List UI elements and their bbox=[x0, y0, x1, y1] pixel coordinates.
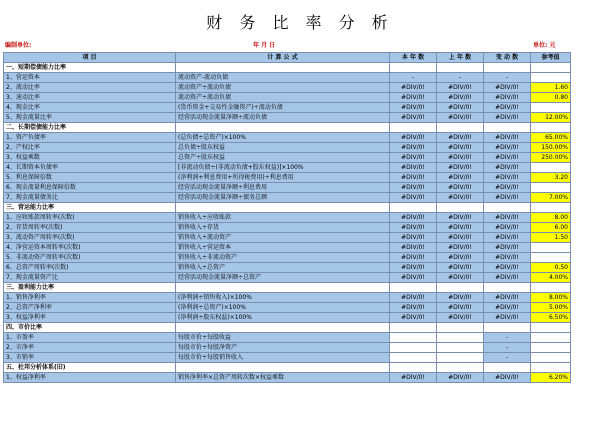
ratio-name-cell[interactable]: 7、现金流量债务比 bbox=[4, 193, 176, 203]
unit-label: 编制单位: bbox=[5, 42, 32, 49]
section-filler-cell bbox=[484, 363, 531, 373]
header-change: 变 动 数 bbox=[484, 53, 531, 63]
table-row bbox=[4, 263, 571, 273]
current-year-cell[interactable] bbox=[390, 353, 437, 363]
header-reference: 参考值 bbox=[531, 53, 571, 63]
section-filler-cell bbox=[484, 63, 531, 73]
change-cell[interactable]: - bbox=[484, 73, 531, 83]
section-title: 五、杜邦分析体系(旧) bbox=[4, 363, 176, 373]
section-row bbox=[4, 203, 571, 213]
section-filler-cell bbox=[531, 63, 571, 73]
section-filler-cell bbox=[437, 63, 484, 73]
section-title: 三、营运能力比率 bbox=[4, 203, 176, 213]
previous-year-cell[interactable]: #DIV/0! bbox=[437, 223, 484, 233]
table-row bbox=[4, 133, 571, 143]
reference-cell[interactable]: 250.00% bbox=[531, 153, 571, 163]
current-year-cell[interactable]: #DIV/0! bbox=[390, 133, 437, 143]
current-year-cell[interactable]: #DIV/0! bbox=[390, 293, 437, 303]
previous-year-cell[interactable]: #DIV/0! bbox=[437, 293, 484, 303]
formula-cell[interactable]: 经营活动现金流量净额÷总资产 bbox=[176, 273, 390, 283]
current-year-cell[interactable]: #DIV/0! bbox=[390, 153, 437, 163]
table-row bbox=[4, 253, 571, 263]
reference-cell[interactable]: 12.00% bbox=[531, 113, 571, 123]
section-row bbox=[4, 123, 571, 133]
current-year-cell[interactable]: #DIV/0! bbox=[390, 303, 437, 313]
current-year-cell[interactable]: #DIV/0! bbox=[390, 273, 437, 283]
section-row bbox=[4, 323, 571, 333]
change-cell[interactable]: #DIV/0! bbox=[484, 163, 531, 173]
ratio-name-cell[interactable]: 2、产权比率 bbox=[4, 143, 176, 153]
ratio-name-cell[interactable]: 1、营运资本 bbox=[4, 73, 176, 83]
formula-cell[interactable]: 销售净利率×总资产周转次数×权益乘数 bbox=[176, 373, 390, 383]
reference-cell[interactable]: 65.00% bbox=[531, 133, 571, 143]
change-cell[interactable]: #DIV/0! bbox=[484, 223, 531, 233]
change-cell[interactable]: #DIV/0! bbox=[484, 303, 531, 313]
section-filler-cell bbox=[437, 123, 484, 133]
page-title: 财 务 比 率 分 析 bbox=[206, 13, 394, 32]
section-title: 三、盈利能力比率 bbox=[4, 283, 176, 293]
table-row bbox=[4, 193, 571, 203]
current-year-cell[interactable]: #DIV/0! bbox=[390, 233, 437, 243]
previous-year-cell[interactable] bbox=[437, 333, 484, 343]
reference-cell[interactable]: 1.50 bbox=[531, 233, 571, 243]
current-year-cell[interactable]: #DIV/0! bbox=[390, 213, 437, 223]
current-year-cell[interactable]: #DIV/0! bbox=[390, 173, 437, 183]
current-year-cell[interactable]: #DIV/0! bbox=[390, 143, 437, 153]
section-filler-cell bbox=[437, 323, 484, 333]
reference-cell[interactable]: 4.00% bbox=[531, 273, 571, 283]
header-formula: 计 算 公 式 bbox=[176, 53, 390, 63]
reference-cell[interactable]: 7.00% bbox=[531, 193, 571, 203]
reference-cell[interactable]: 8.00 bbox=[531, 213, 571, 223]
change-cell[interactable]: #DIV/0! bbox=[484, 193, 531, 203]
formula-cell[interactable]: 销售收入÷非流动资产 bbox=[176, 253, 390, 263]
section-filler-cell bbox=[390, 323, 437, 333]
section-row bbox=[4, 63, 571, 73]
reference-cell[interactable]: 0.50 bbox=[531, 263, 571, 273]
change-cell[interactable]: #DIV/0! bbox=[484, 133, 531, 143]
current-year-cell[interactable]: #DIV/0! bbox=[390, 373, 437, 383]
formula-cell[interactable]: (总负债÷总资产)×100% bbox=[176, 133, 390, 143]
formula-cell[interactable]: 经营活动现金流量净额÷债务总额 bbox=[176, 193, 390, 203]
ratio-name-cell[interactable]: 7、现金流量资产比 bbox=[4, 273, 176, 283]
previous-year-cell[interactable]: #DIV/0! bbox=[437, 273, 484, 283]
ratio-name-cell[interactable]: 1、资产负债率 bbox=[4, 133, 176, 143]
reference-cell[interactable]: 8.00% bbox=[531, 293, 571, 303]
change-cell[interactable]: #DIV/0! bbox=[484, 233, 531, 243]
formula-cell[interactable]: 每股市价÷每股销售收入 bbox=[176, 353, 390, 363]
reference-cell[interactable]: 6.50% bbox=[531, 313, 571, 323]
header-previous-year: 上 年 数 bbox=[437, 53, 484, 63]
previous-year-cell[interactable]: #DIV/0! bbox=[437, 173, 484, 183]
ratio-name-cell[interactable]: 5、利息保障倍数 bbox=[4, 173, 176, 183]
reference-cell[interactable] bbox=[531, 103, 571, 113]
previous-year-cell[interactable]: #DIV/0! bbox=[437, 153, 484, 163]
table-row bbox=[4, 343, 571, 353]
ratio-table bbox=[3, 52, 571, 383]
reference-cell[interactable] bbox=[531, 183, 571, 193]
section-row bbox=[4, 363, 571, 373]
change-cell[interactable]: #DIV/0! bbox=[484, 83, 531, 93]
section-filler-cell bbox=[176, 123, 390, 133]
formula-cell[interactable]: 流动资产-流动负债 bbox=[176, 73, 390, 83]
previous-year-cell[interactable]: #DIV/0! bbox=[437, 233, 484, 243]
current-year-cell[interactable] bbox=[390, 343, 437, 353]
change-cell[interactable]: #DIV/0! bbox=[484, 263, 531, 273]
table-row bbox=[4, 163, 571, 173]
formula-cell[interactable]: (净利润÷总资产)×100% bbox=[176, 303, 390, 313]
change-cell[interactable]: #DIV/0! bbox=[484, 93, 531, 103]
formula-cell[interactable]: 销售收入÷总资产 bbox=[176, 263, 390, 273]
table-row bbox=[4, 93, 571, 103]
ratio-name-cell[interactable]: 3、市销率 bbox=[4, 353, 176, 363]
formula-cell[interactable]: 总负债÷股东权益 bbox=[176, 143, 390, 153]
ratio-name-cell[interactable]: 2、存货周转率(次数) bbox=[4, 223, 176, 233]
current-year-cell[interactable]: #DIV/0! bbox=[390, 163, 437, 173]
current-year-cell[interactable]: #DIV/0! bbox=[390, 243, 437, 253]
section-filler-cell bbox=[531, 323, 571, 333]
previous-year-cell[interactable]: #DIV/0! bbox=[437, 183, 484, 193]
section-filler-cell bbox=[390, 363, 437, 373]
header-row bbox=[4, 53, 571, 63]
table-row bbox=[4, 143, 571, 153]
previous-year-cell[interactable]: #DIV/0! bbox=[437, 103, 484, 113]
previous-year-cell[interactable]: #DIV/0! bbox=[437, 313, 484, 323]
change-cell[interactable]: #DIV/0! bbox=[484, 273, 531, 283]
previous-year-cell[interactable]: #DIV/0! bbox=[437, 113, 484, 123]
section-filler-cell bbox=[176, 283, 390, 293]
formula-cell[interactable]: 总资产÷股东权益 bbox=[176, 153, 390, 163]
previous-year-cell[interactable]: #DIV/0! bbox=[437, 143, 484, 153]
change-cell[interactable]: - bbox=[484, 343, 531, 353]
change-cell[interactable]: #DIV/0! bbox=[484, 213, 531, 223]
previous-year-cell[interactable]: #DIV/0! bbox=[437, 263, 484, 273]
section-filler-cell bbox=[484, 283, 531, 293]
current-year-cell[interactable]: #DIV/0! bbox=[390, 263, 437, 273]
change-cell[interactable]: #DIV/0! bbox=[484, 243, 531, 253]
section-filler-cell bbox=[390, 63, 437, 73]
previous-year-cell[interactable]: #DIV/0! bbox=[437, 243, 484, 253]
change-cell[interactable]: #DIV/0! bbox=[484, 113, 531, 123]
formula-cell[interactable]: 销售收入÷应收账款 bbox=[176, 213, 390, 223]
section-filler-cell bbox=[531, 283, 571, 293]
section-filler-cell bbox=[176, 323, 390, 333]
section-title: 一、短期偿债能力比率 bbox=[4, 63, 176, 73]
table-row bbox=[4, 73, 571, 83]
reference-cell[interactable] bbox=[531, 243, 571, 253]
previous-year-cell[interactable]: #DIV/0! bbox=[437, 373, 484, 383]
current-year-cell[interactable]: #DIV/0! bbox=[390, 83, 437, 93]
section-filler-cell bbox=[390, 203, 437, 213]
table-row bbox=[4, 373, 571, 383]
previous-year-cell[interactable] bbox=[437, 353, 484, 363]
reference-cell[interactable] bbox=[531, 333, 571, 343]
reference-cell[interactable] bbox=[531, 253, 571, 263]
change-cell[interactable]: #DIV/0! bbox=[484, 313, 531, 323]
reference-cell[interactable]: 150.00% bbox=[531, 143, 571, 153]
formula-cell[interactable]: 经营活动现金流量净额÷流动负债 bbox=[176, 113, 390, 123]
section-filler-cell bbox=[531, 123, 571, 133]
previous-year-cell[interactable]: #DIV/0! bbox=[437, 83, 484, 93]
reference-cell[interactable] bbox=[531, 343, 571, 353]
current-year-cell[interactable]: #DIV/0! bbox=[390, 93, 437, 103]
change-cell[interactable]: #DIV/0! bbox=[484, 183, 531, 193]
formula-cell[interactable]: (货币资金+交易性金融资产)÷流动负债 bbox=[176, 103, 390, 113]
previous-year-cell[interactable]: #DIV/0! bbox=[437, 133, 484, 143]
current-year-cell[interactable]: #DIV/0! bbox=[390, 313, 437, 323]
reference-cell[interactable]: 6.20% bbox=[531, 373, 571, 383]
ratio-name-cell[interactable]: 5、非流动资产周转率(次数) bbox=[4, 253, 176, 263]
table-row bbox=[4, 333, 571, 343]
formula-cell[interactable]: (净利润÷股东权益)×100% bbox=[176, 313, 390, 323]
formula-cell[interactable]: 销售收入÷流动资产 bbox=[176, 233, 390, 243]
ratio-name-cell[interactable]: 5、现金流量比率 bbox=[4, 113, 176, 123]
section-filler-cell bbox=[531, 363, 571, 373]
section-title: 二、长期偿债能力比率 bbox=[4, 123, 176, 133]
ratio-name-cell[interactable]: 1、权益净利率 bbox=[4, 373, 176, 383]
unit-right-label: 单位: 元 bbox=[533, 42, 556, 49]
table-row bbox=[4, 273, 571, 283]
previous-year-cell[interactable]: #DIV/0! bbox=[437, 93, 484, 103]
section-filler-cell bbox=[484, 323, 531, 333]
reference-cell[interactable]: 5.00% bbox=[531, 303, 571, 313]
current-year-cell[interactable]: #DIV/0! bbox=[390, 253, 437, 263]
change-cell[interactable]: #DIV/0! bbox=[484, 153, 531, 163]
section-filler-cell bbox=[531, 203, 571, 213]
section-filler-cell bbox=[437, 363, 484, 373]
ratio-name-cell[interactable]: 6、总资产周转率(次数) bbox=[4, 263, 176, 273]
ratio-name-cell[interactable]: 2、总资产净利率 bbox=[4, 303, 176, 313]
ratio-name-cell[interactable]: 6、现金流量利息保障倍数 bbox=[4, 183, 176, 193]
current-year-cell[interactable]: #DIV/0! bbox=[390, 193, 437, 203]
ratio-name-cell[interactable]: 4、净营运资本周转率(次数) bbox=[4, 243, 176, 253]
reference-cell[interactable]: 3.20 bbox=[531, 173, 571, 183]
reference-cell[interactable] bbox=[531, 163, 571, 173]
formula-cell[interactable]: 每股市价÷每股净资产 bbox=[176, 343, 390, 353]
ratio-name-cell[interactable]: 4、长期资本负债率 bbox=[4, 163, 176, 173]
change-cell[interactable]: #DIV/0! bbox=[484, 253, 531, 263]
previous-year-cell[interactable]: - bbox=[437, 73, 484, 83]
change-cell[interactable]: - bbox=[484, 353, 531, 363]
section-title: 四、市价比率 bbox=[4, 323, 176, 333]
table-row bbox=[4, 173, 571, 183]
ratio-name-cell[interactable]: 3、速动比率 bbox=[4, 93, 176, 103]
table-row bbox=[4, 243, 571, 253]
ratio-name-cell[interactable]: 3、权益乘数 bbox=[4, 153, 176, 163]
table-row bbox=[4, 213, 571, 223]
ratio-name-cell[interactable]: 1、应收账款周转率(次数) bbox=[4, 213, 176, 223]
ratio-name-cell[interactable]: 1、销售净利率 bbox=[4, 293, 176, 303]
formula-cell[interactable]: 每股市价÷每股收益 bbox=[176, 333, 390, 343]
reference-cell[interactable] bbox=[531, 353, 571, 363]
section-row bbox=[4, 283, 571, 293]
change-cell[interactable]: #DIV/0! bbox=[484, 143, 531, 153]
reference-cell[interactable] bbox=[531, 73, 571, 83]
section-filler-cell bbox=[176, 203, 390, 213]
previous-year-cell[interactable]: #DIV/0! bbox=[437, 253, 484, 263]
table-row bbox=[4, 223, 571, 233]
formula-cell[interactable]: (净利润÷销售收入)×100% bbox=[176, 293, 390, 303]
ratio-name-cell[interactable]: 1、市盈率 bbox=[4, 333, 176, 343]
table-row bbox=[4, 83, 571, 93]
table-row bbox=[4, 153, 571, 163]
section-filler-cell bbox=[176, 363, 390, 373]
section-filler-cell bbox=[176, 63, 390, 73]
current-year-cell[interactable]: #DIV/0! bbox=[390, 103, 437, 113]
current-year-cell[interactable]: #DIV/0! bbox=[390, 183, 437, 193]
previous-year-cell[interactable]: #DIV/0! bbox=[437, 213, 484, 223]
reference-cell[interactable]: 1.60 bbox=[531, 83, 571, 93]
change-cell[interactable]: - bbox=[484, 333, 531, 343]
formula-cell[interactable]: 销售收入÷存货 bbox=[176, 223, 390, 233]
table-row bbox=[4, 353, 571, 363]
table-row bbox=[4, 183, 571, 193]
ratio-name-cell[interactable]: 3、流动资产周转率(次数) bbox=[4, 233, 176, 243]
formula-cell[interactable]: (净利润+利息费用+所得税费用)÷利息费用 bbox=[176, 173, 390, 183]
section-filler-cell bbox=[390, 283, 437, 293]
formula-cell[interactable]: 流动资产÷流动负债 bbox=[176, 93, 390, 103]
section-filler-cell bbox=[484, 203, 531, 213]
change-cell[interactable]: #DIV/0! bbox=[484, 293, 531, 303]
table-row bbox=[4, 303, 571, 313]
current-year-cell[interactable]: #DIV/0! bbox=[390, 223, 437, 233]
previous-year-cell[interactable]: #DIV/0! bbox=[437, 193, 484, 203]
change-cell[interactable]: #DIV/0! bbox=[484, 173, 531, 183]
date-label: 年 月 日 bbox=[253, 42, 276, 49]
section-filler-cell bbox=[437, 203, 484, 213]
table-row bbox=[4, 103, 571, 113]
change-cell[interactable]: #DIV/0! bbox=[484, 103, 531, 113]
ratio-name-cell[interactable]: 2、市净率 bbox=[4, 343, 176, 353]
ratio-name-cell[interactable]: 4、现金比率 bbox=[4, 103, 176, 113]
previous-year-cell[interactable] bbox=[437, 343, 484, 353]
table-row bbox=[4, 113, 571, 123]
section-filler-cell bbox=[390, 123, 437, 133]
ratio-name-cell[interactable]: 3、权益净利率 bbox=[4, 313, 176, 323]
table-row bbox=[4, 233, 571, 243]
current-year-cell[interactable] bbox=[390, 333, 437, 343]
previous-year-cell[interactable]: #DIV/0! bbox=[437, 303, 484, 313]
formula-cell[interactable]: 流动资产÷流动负债 bbox=[176, 83, 390, 93]
section-filler-cell bbox=[484, 123, 531, 133]
formula-cell[interactable]: 经营活动现金流量净额÷利息费用 bbox=[176, 183, 390, 193]
table-row bbox=[4, 293, 571, 303]
formula-cell[interactable]: 销售收入÷营运资本 bbox=[176, 243, 390, 253]
current-year-cell[interactable]: #DIV/0! bbox=[390, 113, 437, 123]
reference-cell[interactable]: 6.00 bbox=[531, 223, 571, 233]
formula-cell[interactable]: [非流动负债÷(非流动负债+股东权益)]×100% bbox=[176, 163, 390, 173]
previous-year-cell[interactable]: #DIV/0! bbox=[437, 163, 484, 173]
current-year-cell[interactable]: - bbox=[390, 73, 437, 83]
change-cell[interactable]: #DIV/0! bbox=[484, 373, 531, 383]
reference-cell[interactable]: 0.80 bbox=[531, 93, 571, 103]
ratio-name-cell[interactable]: 2、流动比率 bbox=[4, 83, 176, 93]
section-filler-cell bbox=[437, 283, 484, 293]
header-item: 项 目 bbox=[4, 53, 176, 63]
table-row bbox=[4, 313, 571, 323]
header-current-year: 本 年 数 bbox=[390, 53, 437, 63]
